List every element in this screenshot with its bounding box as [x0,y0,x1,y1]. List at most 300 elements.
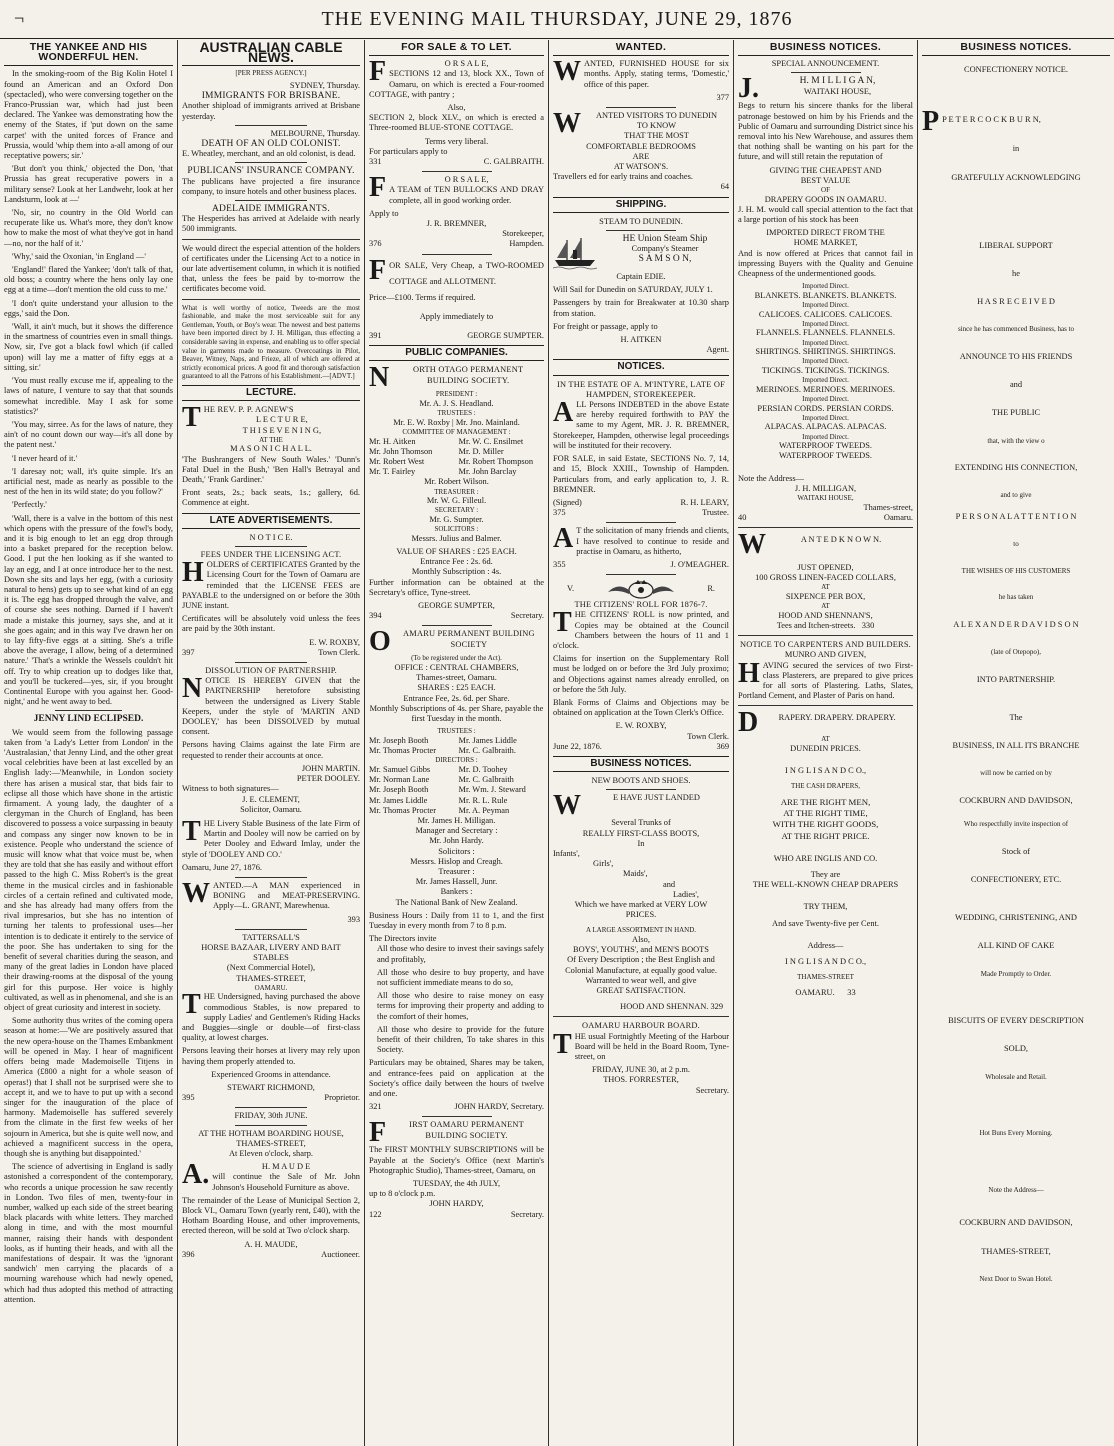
officer-name: Mr. E. W. Roxby | Mr. Jno. Mainland. [393,417,520,427]
column-1 [0,40,178,1446]
boots-line: GREAT SATISFACTION. [596,986,686,996]
lecture-line: M A S O N I C H A L L. [230,444,312,454]
signature-role: Secretary. [510,1209,544,1219]
confectionery-line: will now be carried on by [980,769,1052,778]
signature: R. H. LEARY, [680,497,729,507]
drop-cap: W [553,56,581,88]
lecture-line: HE REV. P. P. AGNEW'S [203,405,294,415]
licensing-note: We would direct the especial attention of the holders of certificates under the Licensing Act to a notice in our late advertisement column, in which it is notified that, unless the fees be paid by to-morrow the certificates become void. [182,243,360,294]
officer-label: TRUSTEES : [437,727,476,736]
visitors-line: ARE [632,151,650,161]
tattersall-line: STABLES [253,953,289,963]
cable-news-headline: AUSTRALIAN CABLE NEWS. [182,40,360,66]
tattersall-line: THAMES-STREET, [236,973,306,983]
officer-label: TRUSTEES : [437,409,476,418]
article-paragraph: 'England!' flared the Yankee; 'don't talk of that, old boss; a country where the hens only lay one egg at a time—don't mention the old cuss to me.' [4,265,173,295]
confectionery-line: (late of Otepopo), [991,648,1041,657]
trustees-list [369,736,544,756]
officer-name: Mr. R. L. Rule [458,795,508,805]
boots-line: Which we have marked at VERY LOW [574,900,708,909]
officer-label: Solicitors : [438,846,475,856]
milligan-line: IMPORTED DIRECT FROM THE [766,228,885,238]
confectionery-line: EXTENDING HIS CONNECTION, [954,463,1078,473]
drop-cap: N [369,362,390,394]
ad-number: 33 [847,987,856,997]
drop-cap: P [922,106,940,138]
collars-line: AT [821,602,830,611]
confectionery-line: P E R S O N A L A T T E N T I O N [955,512,1077,522]
boots-line: Infants', [553,848,580,858]
dispatch-headline: PUBLICANS' INSURANCE COMPANY. [187,166,355,177]
milligan-body: And is now offered at Prices that cannot fail in impressing Buyers with the Quality and Genuine Cheapness of the undermentioned goods. [738,248,913,279]
imported-label: Imported Direct. [802,376,849,385]
inglis-line: OAMARU. [795,987,835,997]
officer-name: Mr. W. C. Ensilmet [458,436,524,446]
officer-label: DIRECTORS : [435,756,478,765]
drop-cap: H [738,657,760,689]
drop-cap: T [182,402,201,434]
officer-name: Mr. Wm. J. Steward [458,785,526,795]
address-label: Note the Address— [738,473,805,483]
confectionery-line: A L E X A N D E R D A V I D S O N [953,620,1079,629]
officer-label: Manager and Secretary : [415,826,498,836]
column-6 [918,40,1114,1446]
inglis-line: Address— [807,940,844,950]
officer-name: Mr. H. Aitken [369,436,416,446]
officer-name: Mr. Joseph Booth [369,735,429,745]
sale-headline: O R S A L E, [444,59,489,69]
dispatch-headline: ADELAIDE IMMIGRANTS. [212,204,330,215]
society-body: The FIRST MONTHLY SUBSCRIPTIONS will be Payable at the Society's Office (next Martin's Photographic Studio), Thames-street, Oamaru, on [369,1145,544,1175]
signature: JOHN HARDY, [429,1199,484,1209]
officer-label: Treasurer : [438,866,475,876]
signature-role: Proprietor. [324,1093,360,1103]
boots-line: Girls', [593,859,614,869]
drapery-line: AT [821,735,830,744]
imported-label: Imported Direct. [802,282,849,291]
society-date: TUESDAY, the 4th JULY, [412,1179,501,1188]
business-notices-headline: BUSINESS NOTICES. [922,40,1110,56]
inglis-line: THE WELL-KNOWN CHEAP DRAPERS [752,880,899,890]
ad-number: 396 [182,1249,195,1259]
imported-item: TICKINGS. TICKINGS. TICKINGS. [761,366,890,376]
officer-name: Mr. W. G. Filleul. [426,496,487,506]
article-paragraph: 'You may, sirree. As for the laws of nature, they ain't of no count down our way—it's all done by the patent nest.' [4,419,173,450]
lecture-line: Front seats, 2s.; back seats, 1s.; gallery, 6d. Commence at eight. [182,488,360,508]
signature-role: Secretary. [695,1085,729,1095]
collars-line: SIXPENCE PER BOX, [785,592,866,602]
officer-name: Mr. James H. Milligan. [417,815,496,825]
boots-line: In [637,838,645,848]
article-paragraph: 'I daresay not; wall, it's quite simple. It's an artificial nest, made as nearly as possible to the nest of the hen in its wild state; do you follow?' [4,466,173,497]
society-title: AMARU PERMANENT BUILDING SOCIETY [403,629,535,649]
confectionery-line: BISCUITS OF EVERY DESCRIPTION [948,1016,1084,1026]
wanted-known-advert [738,529,913,631]
society-reg: (To be registered under the Act). [411,654,502,663]
fees-headline: FEES UNDER THE LICENSING ACT. [200,550,342,560]
steamer-name: S A M S O N, [638,254,692,265]
officer-name: Mr. T. Fairley [369,467,416,477]
signature: JOHN HARDY, Secretary. [454,1102,544,1112]
entrance-fee: Entrance Fee, 2s. 6d. per Share. [403,693,510,703]
business-notices-header: BUSINESS NOTICES. [553,756,729,772]
invite-item: All those who desire to invest their savings safely and profitably, [377,944,544,964]
article-paragraph: 'I never heard of it.' [12,453,78,463]
boots-line: Warranted to wear well, and give [585,975,697,985]
visitors-line: ANTED VISITORS TO DUNEDIN [595,111,718,121]
society-particulars: Particulars may be obtained, Shares may be taken, and entrance-fees paid on application at the Society's office daily between the hours of twelve and one. [369,1058,544,1098]
steamship-icon [553,236,597,270]
livery-body: HE Livery Stable Business of the late Firm of Martin and Dooley will now be carried on by Peter Dooley and Edward Imlay, under the style of 'DOOLEY AND CO.' [182,818,360,859]
drapery-headline: RAPERY. DRAPERY. DRAPERY. [778,713,896,723]
drapery-advert [738,707,913,998]
wanted-body: ANTED.—A MAN experienced in BONING and MEAT-PRESERVING. Apply—L. GRANT, Marewhenua. [213,880,360,911]
officer-name: Messrs. Julius and Balmer. [411,533,502,543]
confectionery-line: COCKBURN AND DAVIDSON, [959,1218,1073,1228]
share-value: VALUE OF SHARES : £25 EACH. [396,547,517,557]
collars-line: Tees and Itchen-streets. [776,621,856,631]
ad-number: 331 [369,157,382,167]
tattersall-body: Experienced Grooms in attendance. [211,1069,331,1079]
officer-name: Mr. Thomas Procter [369,746,437,756]
society-office: OFFICE : CENTRAL CHAMBERS, [394,663,519,673]
roll-body: Blank Forms of Claims and Objections may be obtained on application at the Town Clerk's Office. [553,697,729,718]
confectionery-line: P E T E R C O C K B U R N, [942,115,1041,125]
signature-role: Storekeeper, [502,229,544,239]
drop-cap: T [553,607,572,639]
milligan-line: OF [821,186,830,195]
dispatch-date: MELBOURNE, Thursday. [270,128,360,138]
ad-number: 321 [369,1102,382,1112]
signature: H. AITKEN [620,335,662,345]
lecture-section-header: LECTURE. [182,385,360,401]
crest-letter: R. [707,584,715,594]
officer-name: Mr. James Hassell, Junr. [415,877,498,887]
masthead-title: THE EVENING MAIL THURSDAY, JUNE 29, 1876 [321,8,793,30]
confectionery-line: ALL KIND OF CAKE [977,941,1055,951]
signature: GEORGE SUMPTER, [418,601,495,611]
address-line: J. H. MILLIGAN, [794,483,857,493]
wanted-known-headline: A N T E D K N O W N. [800,535,882,545]
article-paragraph: 'Perfectly.' [12,500,47,510]
estate-body: FOR SALE, in said Estate, SECTIONS No. 7, 14, and 15, Block XXIII., Township of Hampden. Particulars from, and early application to, J. R. BREMNER. [553,454,729,494]
officer-name: Mr. John Hardy. [429,836,484,846]
sale-body: SECTION 2, block XLV., on which is erected a Three-roomed BLUE-STONE COTTAGE. [369,113,544,133]
inglis-line: And save Twenty-five per Cent. [772,918,879,928]
entrance-fee: Entrance Fee : 2s. 6d. [420,557,493,567]
ad-number: 355 [553,559,566,569]
notices-header: NOTICES. [553,359,729,375]
signature: J. O'MEAGHER. [670,559,729,569]
invite-item: All those who desire to buy property, and have not sufficient immediate means to do so, [377,967,544,987]
imported-label: Imported Direct. [802,432,849,441]
witness-role: Solicitor, Oamaru. [240,804,302,814]
milligan-line: WATERPROOF TWEEDS. [779,451,872,461]
imported-item: ALPACAS. ALPACAS. ALPACAS. [764,422,887,432]
fees-body: OLDERS of CERTIFICATES Granted by the Licensing Court for the Town of Oamaru are reminded that the LICENSE FEES are PAYABLE to the undersigned on or before the 30th JUNE instant. [182,560,360,611]
address-line: Oamaru. [883,512,913,522]
notice-title: N O T I C E. [249,532,293,542]
boots-line: Several Trunks of [611,818,671,828]
tattersall-line: OAMARU. [254,983,288,992]
confectionery-line: WEDDING, CHRISTENING, AND [955,913,1077,923]
imported-label: Imported Direct. [802,301,849,310]
confectionery-line: Made Promptly to Order. [980,969,1052,978]
officer-name: Mr. James Liddle [369,795,428,805]
oamaru-society [369,626,544,1112]
drop-cap: A [553,523,574,555]
shipping-header: SHIPPING. [553,197,729,213]
confectionery-line: Stock of [1001,846,1031,856]
ad-number: 377 [716,92,729,102]
milligan-headline: H. M I L L I G A N, [799,76,876,87]
confectionery-line: Who respectfully invite inspection of [963,820,1069,829]
column-4 [549,40,734,1446]
officer-name: Mr. James Liddle [458,735,517,745]
society-info: Further information can be obtained at the Secretary's office, Tyne-street. [369,577,544,597]
sale-body: SECTIONS 12 and 13, block XX., Town of Oamaru, on which is erected a Four-roomed COTTAGE, with pantry ; [369,69,544,99]
drop-cap: F [369,56,387,88]
subscription: Monthly Subscriptions of 4s. per Share, payable the first Tuesday in the month. [369,703,544,724]
dispatch-date: SYDNEY, Thursday. [289,81,360,90]
for-sale-headline: FOR SALE & TO LET. [369,40,544,56]
ad-number: 330 [861,621,875,631]
article-paragraph: 'But don't you think,' objected the Don, 'that Prussia has great recuperative powers in a military sense? Look at her Landwehr, look at her Landsturm, look at —' [4,164,173,204]
sale-apply: Apply immediately to [419,311,494,321]
officer-name: The National Bank of New Zealand. [395,897,518,907]
harbour-body: HE usual Fortnightly Meeting of the Harbour Board will be held in the Board Room, Tyne-street, on [574,1031,729,1062]
tattersall-line: (Next Commercial Hotel), [226,963,316,973]
signature: GEORGE SUMPTER. [467,331,544,341]
confectionery-line: LIBERAL SUPPORT [979,240,1053,250]
drop-cap: A. [182,1159,210,1191]
society-title: ORTH OTAGO PERMANENT BUILDING SOCIETY. [412,365,524,385]
imported-label: Imported Direct. [802,395,849,404]
article-paragraph: In the smoking-room of the Big Kolin Hotel I found an American and an Oxford Don (spectacled), who were conversing together on the Franco-Prussian war, which had just been declared. The Yankee was demonstrating how the enemy of the States, if 'put down on the same carpet' with the united forces of France and Prussia, would 'whip them into a-all among of our receptative powers; sir.' [4,69,173,161]
sale-terms: Terms very liberal. [424,136,489,146]
dissolution-body: Persons having Claims against the late Firm are requested to render their accounts at once. [182,740,360,760]
lecture-line: L E C T U R E, [255,415,308,425]
witness-name: J. E. CLEMENT, [242,794,300,804]
visitors-line: COMFORTABLE BEDROOMS [586,141,696,151]
signature: E. W. ROXBY, [615,721,667,731]
ad-number: 40 [738,512,747,522]
signature-role: Secretary. [510,611,544,621]
wanted-man-advert [182,877,360,925]
business-hours: Business Hours : Daily from 11 to 1, and the first Tuesday in every month from 7 to 8 p.m. [369,910,544,930]
tattersall-line: HORSE BAZAAR, LIVERY AND BAIT [201,942,341,952]
confectionery-line: Next Door to Swan Hotel. [979,1274,1053,1283]
columns [0,40,1114,1446]
boots-advert [553,790,729,1012]
carpenters-advert [738,657,913,702]
ad-number: 329 [710,1002,723,1012]
sale-body: A TEAM of TEN BULLOCKS AND DRAY complete, all in good working order. [389,185,544,205]
imported-items-list [738,282,913,451]
sale-venue: AT THE HOTHAM BOARDING HOUSE, [198,1128,344,1138]
first-oamaru-society [369,1117,544,1219]
officer-name: Mr. C. Galbraith [458,775,514,785]
confectionery-line: to [1013,540,1019,549]
confectionery-line: THE PUBLIC [991,408,1041,418]
imported-item: WATERPROOF TWEEDS. [779,441,872,451]
inglis-line: They are [810,870,841,880]
jenny-article [4,728,173,1305]
drop-cap: W [553,108,581,140]
public-companies-header: PUBLIC COMPANIES. [369,345,544,361]
officer-name: Mr. Thomas Procter [369,805,437,815]
corner-mark: ¬ [14,8,25,28]
dispatch-headline: IMMIGRANTS FOR BRISBANE. [201,91,341,102]
invite-item: All those who desire to provide for the future benefit of their children, To take shares in this Society. [377,1024,544,1055]
confectionery-line: CONFECTIONERY NOTICE. [964,65,1068,75]
confectionery-line: he has taken [998,593,1034,602]
imported-item: BLANKETS. BLANKETS. BLANKETS. [754,290,897,300]
drop-cap: W [182,877,210,909]
lecture-line: AT THE [259,435,283,444]
dispatch-body: The Hesperides has arrived at Adelaide with nearly 500 immigrants. [182,214,360,234]
carpenters-body: AVING secured the services of two First-class Plasterers, are prepared to give prices for all sorts of Plastering. Laths, Slates, Portland Cement, and Plaster of Paris on hand. [738,660,913,701]
masthead [0,0,1114,39]
dissolution-advert [182,673,360,815]
signature-role: Town Clerk. [318,647,360,657]
drop-cap: T [182,989,201,1021]
inglis-line: AT THE RIGHT TIME, [783,808,868,819]
subscription: Monthly Subscription : 4s. [411,567,502,577]
society-title: BUILDING SOCIETY. [425,1130,508,1140]
signature: J. R. BREMNER, [426,219,487,229]
steamer-passengers: Passengers by train for Breakwater at 10.30 sharp from station. [553,298,729,318]
maude-body: The remainder of the Lease of Municipal Section 2, Block VI., Oamaru Town (yearly rent, £40), with the Hotham Boarding House, and other improvements, erected thereon, will be sold at Two o'clock sharp. [182,1195,360,1236]
sale-price: Price—£100. Terms if required. [369,292,476,302]
officer-name: Mr. Norman Lane [369,775,430,785]
dispatch-headline: DEATH OF AN OLD COLONIST. [201,139,341,150]
confectionery-line: since he has commenced Business, has to [957,325,1075,334]
royal-crest-icon [606,578,676,600]
directors-invite: The Directors invite [369,934,437,944]
inglis-line: ARE THE RIGHT MEN, [780,797,871,808]
boots-headline: NEW BOOTS AND SHOES. [591,776,691,786]
sale-headline: O R S A L E, [444,175,489,185]
signature-role: Town Clerk. [687,731,729,741]
confectionery-line: he [1012,269,1020,279]
tattersall-line: TATTERSALL'S [242,932,300,942]
milligan-sub: WAITAKI HOUSE, [803,86,872,96]
confectionery-line: H A S R E C E I V E D [977,297,1055,307]
roll-body: Claims for insertion on the Supplementary Roll must be lodged on or before the 3rd July proximo; and Objections against names already enrolled, on or before the 5th July. [553,654,729,694]
fees-body: Certificates will be absolutely void unless the fees are paid by the 30th instant. [182,614,360,634]
lecture-line: T H I S E V E N I N G, [242,425,322,435]
wanted-body: ANTED, FURNISHED HOUSE for six months. Apply, stating terms, 'Domestic,' office of this paper. [584,59,729,89]
drop-cap: H [182,557,204,589]
officer-name: Mr. Robert Thompson [458,457,534,467]
business-notices-headline: BUSINESS NOTICES. [738,40,913,56]
officer-name: Mr. G. Sumpter. [429,515,484,525]
dissolution-body: OTICE IS HEREBY GIVEN that the PARTNERSHIP heretofore subsisting between the undersigned as Livery Stable Keepers, under the style of 'MARTIN AND DOOLEY,' has been DISSOLVED by mutual consent. [182,676,360,737]
officer-name: Mr. D. Toohey [458,764,508,774]
confectionery-line: Hot Buns Every Morning. [979,1129,1053,1138]
milligan-body: Begs to return his sincere thanks for the liberal patronage bestowed on him by his Friends and the Public of Oamaru and surrounding District since his removal into his New Warehouse, and assures them that nothing shall be wanting on his part for the future, and will still retain the reputation of [738,101,913,162]
steamer-sailing: Will Sail for Dunedin on SATURDAY, JULY 1. [553,285,713,295]
estate-advert [553,397,729,518]
tweeds-advert: What is well worthy of notice, Tweeds are the most fashionable, and make the most serviceable suit for any Gentleman, Youth, or Boy's wear. The newest and best patterns have been imported direct by J. H. Milligan, thus effecting a considerable saving in expense, and enabling us to offer special value in garments made to measure. Overcoatings in Pilot, Beaver, Witney, Naps, and Frieze, all of which are offered at strictly economical prices. A good fit and thorough satisfaction guaranteed to all the Patrons of his Establishment.—[ADVT.] [182,303,360,381]
union-steamship-advert [553,234,729,355]
officer-name: Mr. D. Miller [458,446,504,456]
officer-name: Mr. Robert Wilson. [424,477,489,487]
citizens-roll-headline: THE CITIZENS' ROLL FOR 1876-7. [574,600,708,610]
signature-role: Agent. [706,345,729,355]
confectionery-line: GRATEFULLY ACKNOWLEDGING [951,172,1081,182]
yankee-article [4,69,173,707]
milligan-line: DRAPERY GOODS IN OAMARU. [764,194,887,204]
article-paragraph: Some authority thus writes of the coming opera season at home:—'We are positively assured that the new opera-house on the Thames Embankment will be opened in May. I hear of magnificent offers being made Mademoiselle Titjens in America (£800 a night for a whole season of operas!) that I shall not be surprised were she to accept it, and we to have to put up with a second singer for the inauguration of the place of harmony. Mademoiselle has suffered severely from the climate in the first few weeks of her sojourn in America, but she is quite well now, and achieved a magnificent success in the opera, though she is anything but disappointed.' [4,1016,173,1158]
officer-label: SECRETARY : [434,506,479,515]
sections-sale-advert [369,56,544,167]
roll-date: June 22, 1876. [553,741,602,751]
society-title: IRST OAMARU PERMANENT [409,1120,524,1130]
article-paragraph: 'Why,' said the Oxonian, 'in England —' [12,251,146,261]
society-street: Thames-street, Oamaru. [416,673,497,683]
officer-name: Mr. John Thomson [369,446,433,456]
steamer-captain: Captain EDIE. [616,272,666,282]
signature: E. W. ROXBY, [309,637,360,647]
sale-body: OR SALE, Very Cheap, a TWO-ROOMED COTTAGE and ALLOTMENT. [389,260,544,286]
ad-number: 395 [182,1093,195,1103]
column-3 [365,40,549,1446]
carpenters-firm: MUNRO AND GIVEN, [784,650,867,660]
signature: HOOD AND SHENNAN. [620,1002,709,1012]
drop-cap: W [738,529,766,561]
article-paragraph: 'Wall, there is a valve in the bottom of this nest which opens with the pressure of the fowl's body, and it is big enough to let an egg drop through into a basket prepared for the reception below. Good. I put the hen looking as if she wanted to lay an egg, and I at once introduce her to the nest. Down she sits and lays her egg, (with a curiosity natural to hens) gets up to see what kind of an egg it is. The egg has dropped through the valve, and of course she sees nothing. Darned if I haven't made a mistake this journey, says she, and at it she goes again; and in this way I've drawn her on to lay fifty-five eggs at a sitting. She's a trifle above the average, I allow, being of a determined nature.' 'That's a wrinkle the Wessels couldn't hit off. Try to whip creation up to dodges like that, and you'll be tuckered—yes, sir, if you brought Continental Europe with you against her. Good-night,' and he went away to bed. [4,513,173,707]
drop-cap: F [369,254,387,286]
signature: THOS. FORRESTER, [603,1075,679,1085]
signature: STEWART RICHMOND, [227,1082,315,1092]
boots-line: Ladies', [673,889,699,899]
ad-number: 393 [347,914,360,924]
jenny-headline: JENNY LIND ECLIPSED. [33,714,144,725]
inglis-line: I N G L I S A N D C O., [784,766,867,776]
furnished-house-advert [553,56,729,103]
milligan-advert [738,73,913,523]
officer-name: Mr. John Barclay [458,467,517,477]
imported-label: Imported Direct. [802,319,849,328]
omeagher-advert [553,523,729,570]
drapery-line: DUNEDIN PRICES. [790,744,861,754]
collars-line: 100 GROSS LINEN-FACED COLLARS, [755,573,896,583]
roll-body: HE CITIZENS' ROLL is now printed, and Copies may be obtained at the Council Chambers between the hours of 11 and 1 o'clock. [553,610,729,650]
crest-letter: V. [567,584,575,594]
tattersall-body: Persons leaving their horses at livery may rely upon having them properly attended to. [182,1046,360,1066]
collars-line: AT [821,583,830,592]
article-paragraph: 'No, sir, no country in the Old World can recuperate like us. What's more, they don't know how to make the most of what they've got in hand—no, nor the half of it.' [4,208,173,248]
drop-cap: F [369,1117,387,1149]
address-line: Thames-street, [863,502,913,512]
boots-line: Of Every Description ; the Best English and [567,955,715,965]
livery-date: Oamaru, June 27, 1876. [182,862,263,872]
confectionery-line: THAMES-STREET, [981,1246,1051,1256]
drop-cap: N [182,673,203,705]
article-paragraph: 'Wall, it ain't much, but it shows the difference in the smartness of countries even in small things. Now, sir, I've got a black fowl which (if called upon) will lay me a matter of fifty eggs at a sitting, sir.' [4,322,173,372]
steamer-apply: For freight or passage, apply to [553,321,658,331]
officer-label: SOLICITORS : [434,525,479,534]
press-agency-label: [PER PRESS AGENCY.] [235,69,307,78]
boots-line: REALLY FIRST-CLASS BOOTS, [582,828,700,838]
bullocks-sale-advert [369,172,544,249]
maude-headline: H. M A U D E [261,1162,311,1172]
sale-apply: Apply to [369,208,399,218]
north-otago-society [369,362,544,621]
officer-label: COMMITTEE OF MANAGEMENT : [402,428,511,437]
